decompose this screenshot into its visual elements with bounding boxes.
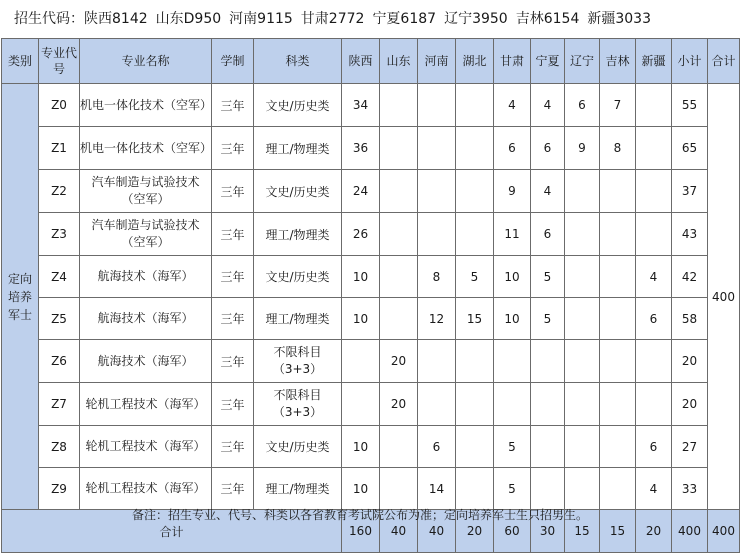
cell-major: 机电一体化技术（空军） <box>80 84 212 127</box>
col-liaoning: 辽宁 <box>565 39 600 84</box>
cell-xinjiang: 6 <box>636 426 672 468</box>
cell-subject: 理工/物理类 <box>254 127 342 170</box>
cell-liaoning <box>565 298 600 340</box>
cell-jilin <box>600 383 636 426</box>
cell-major: 汽车制造与试验技术（空军） <box>80 213 212 256</box>
cell-subject: 理工/物理类 <box>254 468 342 510</box>
subject-text: 不限科目（3+3） <box>272 388 323 419</box>
col-category: 类别 <box>2 39 39 84</box>
header-label: 招生代码： <box>14 11 84 27</box>
cell-xinjiang <box>636 170 672 213</box>
code-ningxia: 宁夏6187 <box>372 11 437 27</box>
sum-total: 400 <box>708 510 740 553</box>
cell-subject <box>254 383 342 426</box>
cell-shandong <box>380 127 418 170</box>
cell-hubei <box>456 127 494 170</box>
cell-liaoning <box>565 340 600 383</box>
cell-duration: 三年 <box>212 170 254 213</box>
cell-hubei <box>456 213 494 256</box>
cell-subtotal: 33 <box>672 468 708 510</box>
col-jilin: 吉林 <box>600 39 636 84</box>
cell-liaoning: 6 <box>565 84 600 127</box>
cell-subtotal: 27 <box>672 426 708 468</box>
col-duration: 学制 <box>212 39 254 84</box>
cell-shaanxi: 34 <box>342 84 380 127</box>
cell-ningxia <box>531 426 565 468</box>
cell-subtotal: 58 <box>672 298 708 340</box>
cell-major: 轮机工程技术（海军） <box>80 426 212 468</box>
cell-ningxia: 6 <box>531 213 565 256</box>
sum-henan: 40 <box>418 510 456 553</box>
cell-major: 轮机工程技术（海军） <box>80 383 212 426</box>
cell-xinjiang <box>636 213 672 256</box>
table-row <box>2 127 740 170</box>
cell-shaanxi: 26 <box>342 213 380 256</box>
code-shaanxi: 陕西8142 <box>84 11 148 27</box>
code-xinjiang: 新疆3033 <box>587 11 651 27</box>
cell-henan <box>418 84 456 127</box>
cell-ningxia: 5 <box>531 256 565 298</box>
cell-jilin: 8 <box>600 127 636 170</box>
cell-liaoning <box>565 213 600 256</box>
cell-shaanxi: 10 <box>342 426 380 468</box>
cell-gansu: 5 <box>494 468 531 510</box>
table-row <box>2 468 740 510</box>
sum-shandong: 40 <box>380 510 418 553</box>
cell-shandong <box>380 468 418 510</box>
cell-duration: 三年 <box>212 298 254 340</box>
cell-subtotal: 20 <box>672 340 708 383</box>
col-total: 合计 <box>708 39 740 84</box>
sum-shaanxi: 160 <box>342 510 380 553</box>
cell-subject: 理工/物理类 <box>254 298 342 340</box>
cell-shaanxi: 10 <box>342 468 380 510</box>
table-row <box>2 84 740 127</box>
cell-code: Z5 <box>39 298 80 340</box>
cell-duration: 三年 <box>212 426 254 468</box>
cell-hubei <box>456 170 494 213</box>
cell-jilin <box>600 340 636 383</box>
cell-subtotal: 42 <box>672 256 708 298</box>
col-shaanxi: 陕西 <box>342 39 380 84</box>
cell-shaanxi: 10 <box>342 298 380 340</box>
table-row <box>2 256 740 298</box>
cell-subject: 文史/历史类 <box>254 84 342 127</box>
cell-xinjiang <box>636 383 672 426</box>
cell-shaanxi: 24 <box>342 170 380 213</box>
cell-shandong <box>380 84 418 127</box>
table-row <box>2 426 740 468</box>
col-henan: 河南 <box>418 39 456 84</box>
footnote: 备注：招生专业、代号、科类以各省教育考试院公布为准；定向培养军士生只招男生。 <box>131 508 588 522</box>
cell-xinjiang <box>636 340 672 383</box>
cell-liaoning <box>565 170 600 213</box>
table-row <box>2 213 740 256</box>
cell-shandong <box>380 170 418 213</box>
cell-henan <box>418 340 456 383</box>
cell-jilin <box>600 170 636 213</box>
cell-gansu: 10 <box>494 256 531 298</box>
sum-label: 合计 <box>2 510 342 553</box>
col-shandong: 山东 <box>380 39 418 84</box>
code-henan: 河南9115 <box>229 11 293 27</box>
cell-jilin: 7 <box>600 84 636 127</box>
sum-liaoning: 15 <box>565 510 600 553</box>
cell-code: Z8 <box>39 426 80 468</box>
cell-code: Z9 <box>39 468 80 510</box>
cell-duration: 三年 <box>212 84 254 127</box>
cell-subject: 理工/物理类 <box>254 213 342 256</box>
cell-henan: 12 <box>418 298 456 340</box>
cell-henan <box>418 213 456 256</box>
cell-shaanxi: 36 <box>342 127 380 170</box>
cell-duration: 三年 <box>212 127 254 170</box>
table-row <box>2 340 740 383</box>
cell-jilin <box>600 256 636 298</box>
grand-total-cell: 400 <box>708 84 740 510</box>
cell-code: Z7 <box>39 383 80 426</box>
cell-shandong <box>380 426 418 468</box>
cell-gansu: 11 <box>494 213 531 256</box>
cell-duration: 三年 <box>212 256 254 298</box>
cell-henan: 14 <box>418 468 456 510</box>
table-row <box>2 170 740 213</box>
cell-gansu: 4 <box>494 84 531 127</box>
cell-major: 航海技术（海军） <box>80 256 212 298</box>
cell-xinjiang: 6 <box>636 298 672 340</box>
cell-gansu: 10 <box>494 298 531 340</box>
cell-major: 汽车制造与试验技术（空军） <box>80 170 212 213</box>
cell-hubei <box>456 84 494 127</box>
cell-duration: 三年 <box>212 468 254 510</box>
cell-jilin <box>600 213 636 256</box>
cell-henan: 8 <box>418 256 456 298</box>
cell-ningxia: 4 <box>531 84 565 127</box>
col-gansu: 甘肃 <box>494 39 531 84</box>
category-cell <box>2 84 39 510</box>
cell-subtotal: 65 <box>672 127 708 170</box>
cell-major: 航海技术（海军） <box>80 340 212 383</box>
table-row <box>2 298 740 340</box>
cell-code: Z0 <box>39 84 80 127</box>
cell-shaanxi <box>342 383 380 426</box>
cell-subject <box>254 340 342 383</box>
cell-henan <box>418 383 456 426</box>
cell-code: Z3 <box>39 213 80 256</box>
col-subtotal: 小计 <box>672 39 708 84</box>
cell-ningxia <box>531 468 565 510</box>
cell-ningxia: 6 <box>531 127 565 170</box>
cell-code: Z1 <box>39 127 80 170</box>
cell-ningxia <box>531 340 565 383</box>
cell-gansu: 6 <box>494 127 531 170</box>
cell-ningxia <box>531 383 565 426</box>
cell-major: 轮机工程技术（海军） <box>80 468 212 510</box>
cell-subtotal: 37 <box>672 170 708 213</box>
cell-code: Z6 <box>39 340 80 383</box>
cell-liaoning <box>565 468 600 510</box>
cell-hubei <box>456 340 494 383</box>
cell-duration: 三年 <box>212 213 254 256</box>
sum-subtotal: 400 <box>672 510 708 553</box>
col-code: 专业代号 <box>39 39 80 84</box>
cell-shandong <box>380 256 418 298</box>
enrollment-table <box>1 38 740 553</box>
table-row <box>2 383 740 426</box>
cell-gansu <box>494 383 531 426</box>
cell-xinjiang: 4 <box>636 468 672 510</box>
cell-shaanxi: 10 <box>342 256 380 298</box>
cell-code: Z2 <box>39 170 80 213</box>
cell-hubei: 5 <box>456 256 494 298</box>
cell-shaanxi <box>342 340 380 383</box>
cell-xinjiang <box>636 127 672 170</box>
sum-ningxia: 30 <box>531 510 565 553</box>
col-major: 专业名称 <box>80 39 212 84</box>
cell-subject: 文史/历史类 <box>254 256 342 298</box>
cell-xinjiang: 4 <box>636 256 672 298</box>
cell-shandong <box>380 298 418 340</box>
col-hubei: 湖北 <box>456 39 494 84</box>
cell-jilin <box>600 298 636 340</box>
cell-gansu: 9 <box>494 170 531 213</box>
cell-subject: 文史/历史类 <box>254 170 342 213</box>
cell-hubei: 15 <box>456 298 494 340</box>
code-shandong: 山东D950 <box>155 11 222 27</box>
cell-gansu <box>494 340 531 383</box>
cell-shandong: 20 <box>380 340 418 383</box>
code-jilin: 吉林6154 <box>515 11 580 27</box>
cell-hubei <box>456 468 494 510</box>
sum-hubei: 20 <box>456 510 494 553</box>
enrollment-codes-header <box>0 0 720 38</box>
cell-hubei <box>456 383 494 426</box>
cell-major: 航海技术（海军） <box>80 298 212 340</box>
cell-henan <box>418 127 456 170</box>
code-gansu: 甘肃2772 <box>300 11 365 27</box>
cell-subject: 文史/历史类 <box>254 426 342 468</box>
cell-shandong <box>380 213 418 256</box>
category-label: 定向培养军士 <box>7 271 32 322</box>
sum-xinjiang: 20 <box>636 510 672 553</box>
cell-ningxia: 5 <box>531 298 565 340</box>
cell-shandong: 20 <box>380 383 418 426</box>
cell-henan <box>418 170 456 213</box>
cell-liaoning <box>565 426 600 468</box>
cell-xinjiang <box>636 84 672 127</box>
cell-henan: 6 <box>418 426 456 468</box>
cell-subtotal: 20 <box>672 383 708 426</box>
col-subject: 科类 <box>254 39 342 84</box>
cell-major: 机电一体化技术（空军） <box>80 127 212 170</box>
col-ningxia: 宁夏 <box>531 39 565 84</box>
cell-duration: 三年 <box>212 340 254 383</box>
cell-liaoning: 9 <box>565 127 600 170</box>
cell-ningxia: 4 <box>531 170 565 213</box>
cell-hubei <box>456 426 494 468</box>
sum-gansu: 60 <box>494 510 531 553</box>
table-header-row <box>2 39 740 84</box>
cell-liaoning <box>565 256 600 298</box>
cell-code: Z4 <box>39 256 80 298</box>
cell-liaoning <box>565 383 600 426</box>
cell-jilin <box>600 426 636 468</box>
cell-gansu: 5 <box>494 426 531 468</box>
cell-subtotal: 55 <box>672 84 708 127</box>
cell-jilin <box>600 468 636 510</box>
cell-subtotal: 43 <box>672 213 708 256</box>
cell-duration: 三年 <box>212 383 254 426</box>
subject-text: 不限科目（3+3） <box>272 345 323 376</box>
sum-jilin: 15 <box>600 510 636 553</box>
code-liaoning: 辽宁3950 <box>444 11 508 27</box>
col-xinjiang: 新疆 <box>636 39 672 84</box>
